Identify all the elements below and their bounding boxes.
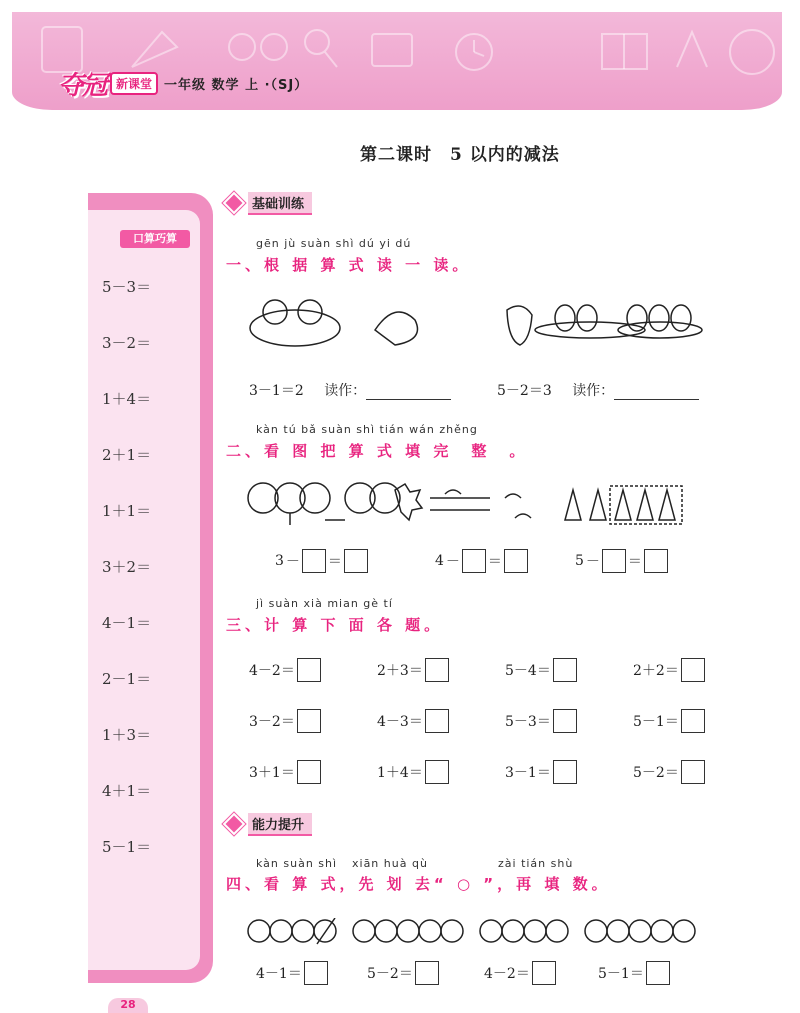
- diamond-icon: [223, 192, 246, 215]
- section-basic: [226, 193, 312, 213]
- q3-item: [505, 658, 577, 682]
- bird-icon: [505, 494, 521, 498]
- sidebar-item: 3＋2＝: [102, 558, 152, 576]
- answer-box[interactable]: [415, 961, 439, 985]
- logo-text: 夺冠: [58, 70, 107, 101]
- balloon-icon: [248, 483, 278, 513]
- equation-text: 3－1＝: [505, 765, 551, 781]
- q3-item: [377, 658, 449, 682]
- q3-item: [249, 709, 321, 733]
- answer-box[interactable]: [602, 549, 626, 573]
- q4-item: [598, 961, 670, 985]
- circle-icon: [248, 920, 270, 942]
- q4-item: [256, 961, 328, 985]
- q2-pictures: [245, 480, 690, 530]
- pencil-icon: [132, 32, 177, 67]
- circle-icon: [353, 920, 375, 942]
- minus-sign: －: [585, 554, 600, 570]
- answer-box[interactable]: [553, 760, 577, 784]
- q1-title: 一、根 据 算 式 读 一 读。: [226, 256, 472, 274]
- bag-icon: [372, 34, 412, 66]
- section-advanced: [226, 814, 312, 834]
- book-info: 一年级 数学 上 ·（SJ）: [164, 77, 309, 93]
- q3-item: [249, 760, 321, 784]
- equation-text: 5－4＝: [505, 663, 551, 679]
- q1-read-label: 读作：: [572, 383, 615, 399]
- bird-icon: [445, 490, 461, 494]
- q3-item: [505, 760, 577, 784]
- answer-box[interactable]: [425, 709, 449, 733]
- q1-pinyin: gēn jù suàn shì dú yi dú: [256, 237, 412, 250]
- q2-minuend: 4: [435, 553, 444, 569]
- sidebar-item: 4－1＝: [102, 614, 152, 632]
- equation-text: 1＋4＝: [377, 765, 423, 781]
- equation-text: 5－2＝: [633, 765, 679, 781]
- answer-box[interactable]: [297, 760, 321, 784]
- bamboo-shoot-icon: [615, 490, 631, 520]
- answer-box[interactable]: [302, 549, 326, 573]
- q2-equation-3: [575, 549, 668, 573]
- answer-box[interactable]: [681, 658, 705, 682]
- equation-text: 5－2＝: [367, 966, 413, 982]
- q4-item: [484, 961, 556, 985]
- equals-sign: ＝: [627, 554, 642, 570]
- q1-pictures: [245, 290, 705, 360]
- sidebar-item: 2－1＝: [102, 670, 152, 688]
- equation-text: 4－2＝: [249, 663, 295, 679]
- sidebar-tag: 口算巧算: [120, 230, 190, 248]
- sidebar-item: 3－2＝: [102, 334, 152, 352]
- q2-minuend: 5: [575, 553, 584, 569]
- q4-title: 四、看 算 式，先 划 去“ ○ ”，再 填 数。: [226, 875, 611, 893]
- answer-box[interactable]: [532, 961, 556, 985]
- answer-box[interactable]: [646, 961, 670, 985]
- answer-box[interactable]: [644, 549, 668, 573]
- pear-icon: [555, 305, 575, 331]
- answer-box[interactable]: [297, 709, 321, 733]
- sidebar-item: 2＋1＝: [102, 446, 152, 464]
- diamond-icon: [223, 813, 246, 836]
- sidebar-item: 4＋1＝: [102, 782, 152, 800]
- q3-item: [505, 709, 577, 733]
- sidebar-item: 5－3＝: [102, 278, 152, 296]
- q2-pinyin: kàn tú bǎ suàn shì tián wán zhěng: [256, 423, 478, 436]
- sidebar-item: 1＋4＝: [102, 390, 152, 408]
- compass-icon: [677, 32, 707, 67]
- q4-pinyin-1: kàn suàn shì: [256, 857, 338, 870]
- q3-item: [633, 658, 705, 682]
- answer-box[interactable]: [681, 709, 705, 733]
- answer-box[interactable]: [504, 549, 528, 573]
- pear-icon: [627, 305, 647, 331]
- q1-right-equation: 5－2＝3: [497, 383, 552, 399]
- equation-text: 2＋3＝: [377, 663, 423, 679]
- q1-right-answer-line[interactable]: [614, 385, 699, 400]
- q1-left-answer-line[interactable]: [366, 385, 451, 400]
- q4-circles: [245, 918, 715, 946]
- minus-sign: －: [285, 554, 300, 570]
- circle-icon: [480, 920, 502, 942]
- answer-box[interactable]: [681, 760, 705, 784]
- equation-text: 5－3＝: [505, 714, 551, 730]
- page-number: 28: [108, 998, 148, 1013]
- answer-box[interactable]: [553, 658, 577, 682]
- jumping-frog-icon: [375, 312, 418, 345]
- equals-sign: ＝: [487, 554, 502, 570]
- q4-pinyin-2: xiān huà qù: [352, 857, 428, 870]
- q3-item: [633, 760, 705, 784]
- answer-box[interactable]: [425, 658, 449, 682]
- section-advanced-label: 能力提升: [248, 813, 312, 836]
- logo-badge: 新课堂: [110, 72, 158, 95]
- equation-text: 3－2＝: [249, 714, 295, 730]
- q3-item: [633, 709, 705, 733]
- section-basic-label: 基础训练: [248, 192, 312, 215]
- pop-icon: [395, 484, 422, 520]
- equation-text: 5－1＝: [598, 966, 644, 982]
- equation-text: 5－1＝: [633, 714, 679, 730]
- q3-item: [377, 760, 449, 784]
- equation-text: 2＋2＝: [633, 663, 679, 679]
- magnifier-icon: [305, 30, 329, 54]
- q1-read-label: 读作：: [324, 383, 367, 399]
- q3-pinyin: jì suàn xià mian gè tí: [256, 597, 393, 610]
- equation-text: 4－1＝: [256, 966, 302, 982]
- equation-text: 3＋1＝: [249, 765, 295, 781]
- answer-box[interactable]: [462, 549, 486, 573]
- q3-item: [249, 658, 321, 682]
- q2-minuend: 3: [275, 553, 284, 569]
- q1-left-equation: 3－1＝2: [249, 383, 304, 399]
- q2-equation-1: [275, 549, 368, 573]
- sidebar-item: 5－1＝: [102, 838, 152, 856]
- q1-right: [497, 380, 699, 400]
- bamboo-shoot-icon: [565, 490, 581, 520]
- answer-box[interactable]: [553, 709, 577, 733]
- pepper-icon: [507, 306, 532, 345]
- q3-title: 三、计 算 下 面 各 题。: [226, 616, 444, 634]
- logo: [58, 68, 309, 101]
- answer-box[interactable]: [344, 549, 368, 573]
- answer-box[interactable]: [425, 760, 449, 784]
- q4-item: [367, 961, 439, 985]
- q2-title: 二、看 图 把 算 式 填 完 整 。: [226, 442, 529, 460]
- answer-box[interactable]: [304, 961, 328, 985]
- q3-item: [377, 709, 449, 733]
- globe-icon: [730, 30, 774, 74]
- circle-icon: [585, 920, 607, 942]
- equals-sign: ＝: [327, 554, 342, 570]
- minus-sign: －: [445, 554, 460, 570]
- q4-pinyin-3: zài tián shù: [498, 857, 574, 870]
- glasses-icon: [229, 34, 255, 60]
- q2-equation-2: [435, 549, 528, 573]
- bird-icon: [515, 514, 531, 518]
- q1-left: [249, 380, 451, 400]
- sidebar-item: 1＋3＝: [102, 726, 152, 744]
- answer-box[interactable]: [297, 658, 321, 682]
- equation-text: 4－2＝: [484, 966, 530, 982]
- equation-text: 4－3＝: [377, 714, 423, 730]
- lesson-title: 第二课时 5 以内的减法: [360, 145, 560, 165]
- sidebar-item: 1＋1＝: [102, 502, 152, 520]
